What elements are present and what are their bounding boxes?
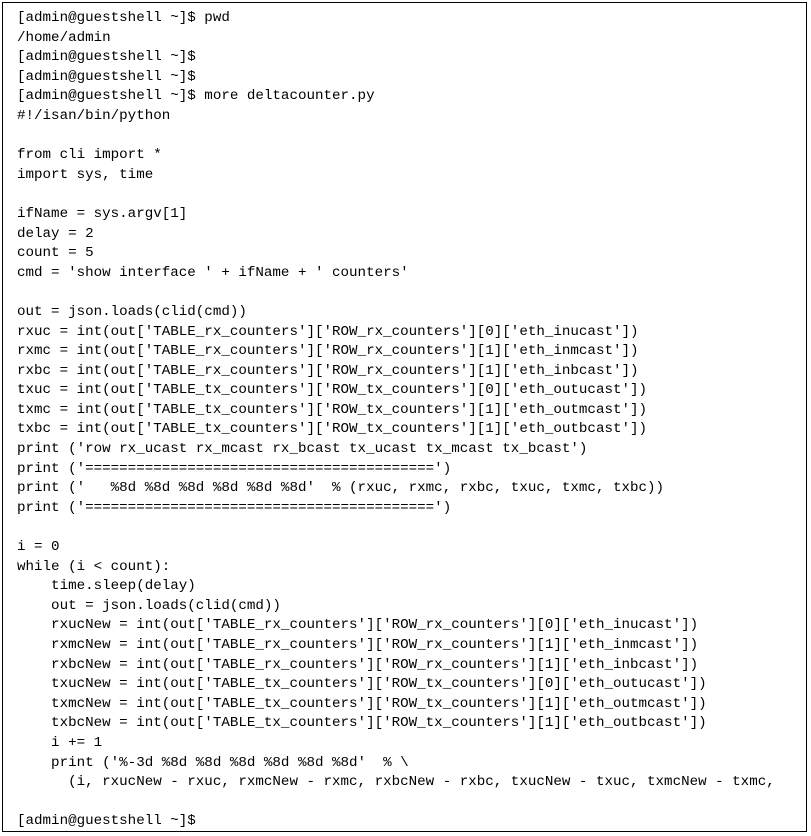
terminal-line	[17, 185, 775, 205]
terminal-line: (i, rxucNew - rxuc, rxmcNew - rxmc, rxbcNew - rxbc, txucNew - txuc, txmcNew - txmc,	[17, 774, 775, 791]
terminal-line: rxuc = int(out['TABLE_rx_counters']['ROW_rx_counters'][0]['eth_inucast'])	[17, 323, 639, 340]
terminal-line: txuc = int(out['TABLE_tx_counters']['ROW_tx_counters'][0]['eth_outucast'])	[17, 382, 648, 399]
terminal-line: while (i < count):	[17, 558, 171, 575]
terminal-line: txmcNew = int(out['TABLE_tx_counters']['ROW_tx_counters'][1]['eth_outmcast'])	[17, 695, 707, 712]
terminal-line: print ('row rx_ucast rx_mcast rx_bcast tx_ucast tx_mcast tx_bcast')	[17, 441, 588, 458]
terminal-line: print ('=========================================')	[17, 460, 452, 477]
terminal-line	[17, 127, 775, 147]
terminal-line: [admin@guestshell ~]$ more deltacounter.py	[17, 88, 375, 105]
terminal-line: i += 1	[17, 734, 103, 751]
terminal-line: import sys, time	[17, 166, 154, 183]
terminal-line: #!/isan/bin/python	[17, 107, 171, 124]
terminal-line: [admin@guestshell ~]$ pwd	[17, 10, 230, 26]
terminal-line: txmc = int(out['TABLE_tx_counters']['ROW_tx_counters'][1]['eth_outmcast'])	[17, 401, 648, 418]
terminal-line: rxbc = int(out['TABLE_rx_counters']['ROW_rx_counters'][1]['eth_inbcast'])	[17, 362, 639, 379]
terminal-line: print ('=========================================')	[17, 499, 452, 516]
terminal-line	[17, 518, 775, 538]
terminal-output[interactable]	[17, 9, 775, 832]
terminal-line	[17, 793, 775, 813]
terminal-window	[2, 2, 807, 832]
terminal-line: txbcNew = int(out['TABLE_tx_counters']['ROW_tx_counters'][1]['eth_outbcast'])	[17, 715, 707, 732]
terminal-line: out = json.loads(clid(cmd))	[17, 597, 281, 614]
terminal-line: ifName = sys.argv[1]	[17, 205, 188, 222]
terminal-line: rxmcNew = int(out['TABLE_rx_counters']['ROW_rx_counters'][1]['eth_inmcast'])	[17, 637, 699, 653]
terminal-line: print ('%-3d %8d %8d %8d %8d %8d %8d' % \	[17, 754, 409, 771]
terminal-line: i = 0	[17, 539, 60, 556]
terminal-line: count = 5	[17, 245, 94, 262]
terminal-line: print (' %8d %8d %8d %8d %8d %8d' % (rxuc, rxmc, rxbc, txuc, txmc, txbc))	[17, 480, 665, 497]
terminal-line: delay = 2	[17, 225, 94, 242]
terminal-line: rxmc = int(out['TABLE_rx_counters']['ROW_rx_counters'][1]['eth_inmcast'])	[17, 343, 639, 360]
terminal-line: [admin@guestshell ~]$	[17, 49, 196, 66]
terminal-line	[17, 283, 775, 303]
terminal-line: rxbcNew = int(out['TABLE_rx_counters']['ROW_rx_counters'][1]['eth_inbcast'])	[17, 656, 699, 673]
terminal-line: rxucNew = int(out['TABLE_rx_counters']['ROW_rx_counters'][0]['eth_inucast'])	[17, 617, 699, 634]
terminal-line: out = json.loads(clid(cmd))	[17, 303, 247, 320]
terminal-line: txucNew = int(out['TABLE_tx_counters']['ROW_tx_counters'][0]['eth_outucast'])	[17, 676, 707, 693]
terminal-line: [admin@guestshell ~]$	[17, 68, 196, 85]
terminal-prompt[interactable]: [admin@guestshell ~]$	[17, 813, 196, 830]
terminal-line: time.sleep(delay)	[17, 578, 196, 595]
terminal-line: txbc = int(out['TABLE_tx_counters']['ROW_tx_counters'][1]['eth_outbcast'])	[17, 421, 648, 438]
terminal-line: /home/admin	[17, 29, 111, 46]
terminal-line: cmd = 'show interface ' + ifName + ' counters'	[17, 264, 409, 281]
terminal-line: from cli import *	[17, 147, 162, 164]
